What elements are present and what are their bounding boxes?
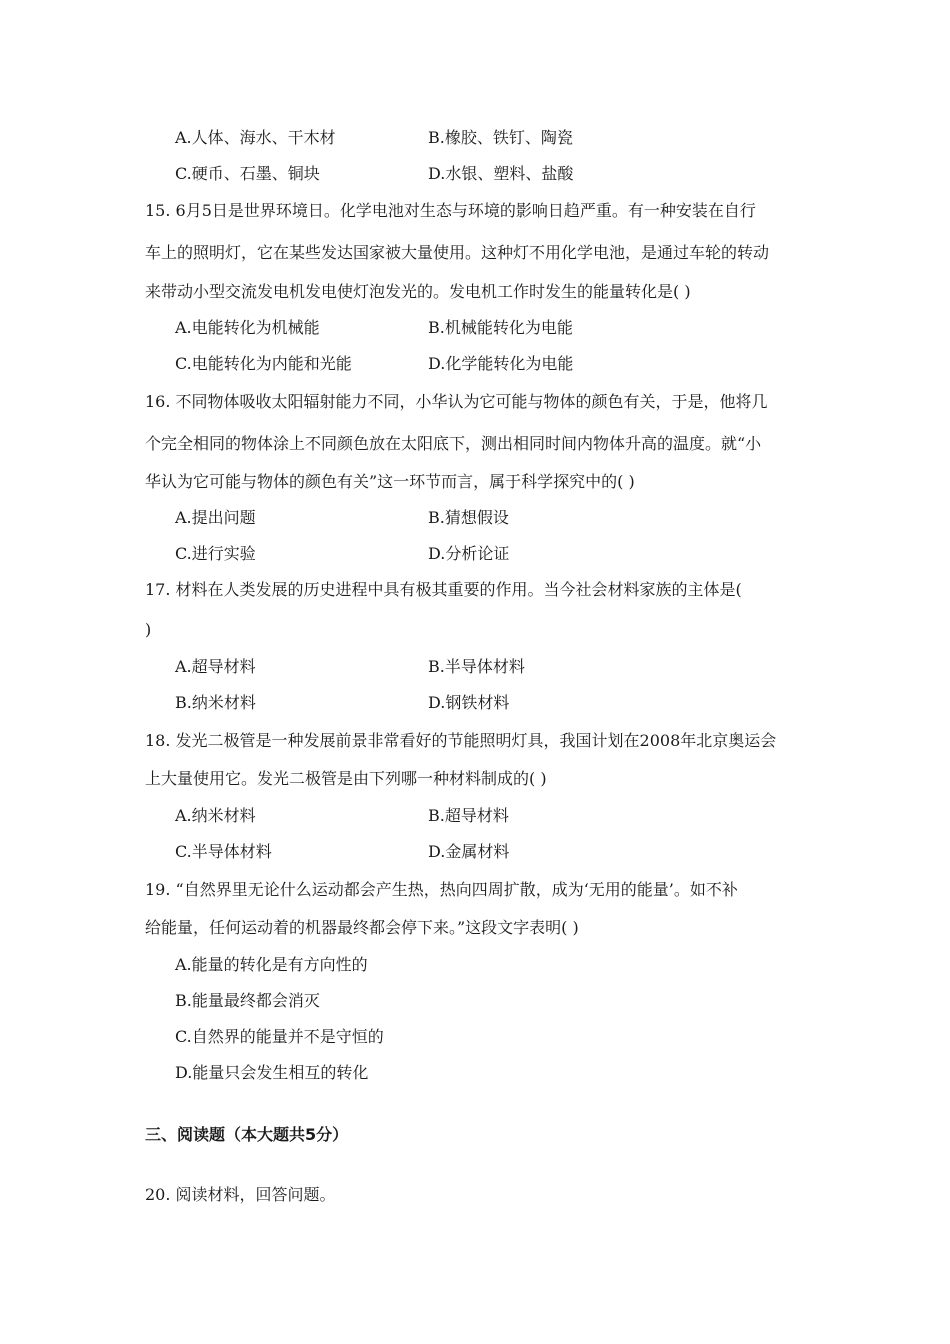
q15-option-d: D.化学能转化为电能 xyxy=(428,354,574,373)
q19-option-c: C.自然界的能量并不是守恒的 xyxy=(175,1027,384,1046)
q14-option-a: A.人体、海水、干木材 xyxy=(175,128,336,147)
q16-option-a: A.提出问题 xyxy=(175,508,256,527)
q17-option-b: B.半导体材料 xyxy=(428,657,525,676)
section-3-heading: 三、阅读题（本大题共5分） xyxy=(145,1125,349,1144)
q17-option-c: B.纳米材料 xyxy=(175,693,256,712)
q20-stem-line-1: 20. 阅读材料，回答问题。 xyxy=(145,1185,336,1204)
q19-option-d: D.能量只会发生相互的转化 xyxy=(175,1063,369,1082)
q15-option-a: A.电能转化为机械能 xyxy=(175,318,320,337)
q14-option-d: D.水银、塑料、盐酸 xyxy=(428,164,574,183)
q17-stem-line-2: ) xyxy=(145,620,152,639)
q15-option-b: B.机械能转化为电能 xyxy=(428,318,573,337)
q15-option-c: C.电能转化为内能和光能 xyxy=(175,354,352,373)
q19-option-a: A.能量的转化是有方向性的 xyxy=(175,955,368,974)
q16-option-c: C.进行实验 xyxy=(175,544,256,563)
q19-stem-line-2: 给能量，任何运动着的机器最终都会停下来。”这段文字表明( ) xyxy=(145,918,579,937)
q17-option-a: A.超导材料 xyxy=(175,657,256,676)
q15-stem-line-3: 来带动小型交流发电机发电使灯泡发光的。发电机工作时发生的能量转化是( ) xyxy=(145,282,691,301)
q18-stem-line-1: 18. 发光二极管是一种发展前景非常看好的节能照明灯具，我国计划在2008年北京奥运会 xyxy=(145,731,777,750)
q16-option-b: B.猜想假设 xyxy=(428,508,509,527)
q19-stem-line-1: 19. “自然界里无论什么运动都会产生热，热向四周扩散，成为‘无用的能量’。如不补 xyxy=(145,880,738,899)
q18-option-c: C.半导体材料 xyxy=(175,842,272,861)
q18-option-b: B.超导材料 xyxy=(428,806,509,825)
q17-stem-line-1: 17. 材料在人类发展的历史进程中具有极其重要的作用。当今社会材料家族的主体是( xyxy=(145,580,742,599)
q18-option-d: D.金属材料 xyxy=(428,842,510,861)
q17-option-d: D.钢铁材料 xyxy=(428,693,510,712)
q16-stem-line-3: 华认为它可能与物体的颜色有关”这一环节而言，属于科学探究中的( ) xyxy=(145,472,635,491)
q14-option-b: B.橡胶、铁钉、陶瓷 xyxy=(428,128,573,147)
q19-option-b: B.能量最终都会消灭 xyxy=(175,991,320,1010)
q16-stem-line-2: 个完全相同的物体涂上不同颜色放在太阳底下，测出相同时间内物体升高的温度。就“小 xyxy=(145,434,762,453)
q15-stem-line-2: 车上的照明灯，它在某些发达国家被大量使用。这种灯不用化学电池，是通过车轮的转动 xyxy=(145,243,770,262)
q14-option-c: C.硬币、石墨、铜块 xyxy=(175,164,320,183)
q16-stem-line-1: 16. 不同物体吸收太阳辐射能力不同，小华认为它可能与物体的颜色有关，于是，他将几 xyxy=(145,392,768,411)
q16-option-d: D.分析论证 xyxy=(428,544,510,563)
q18-stem-line-2: 上大量使用它。发光二极管是由下列哪一种材料制成的( ) xyxy=(145,769,547,788)
q15-stem-line-1: 15. 6月5日是世界环境日。化学电池对生态与环境的影响日趋严重。有一种安装在自行 xyxy=(145,201,756,220)
q18-option-a: A.纳米材料 xyxy=(175,806,256,825)
